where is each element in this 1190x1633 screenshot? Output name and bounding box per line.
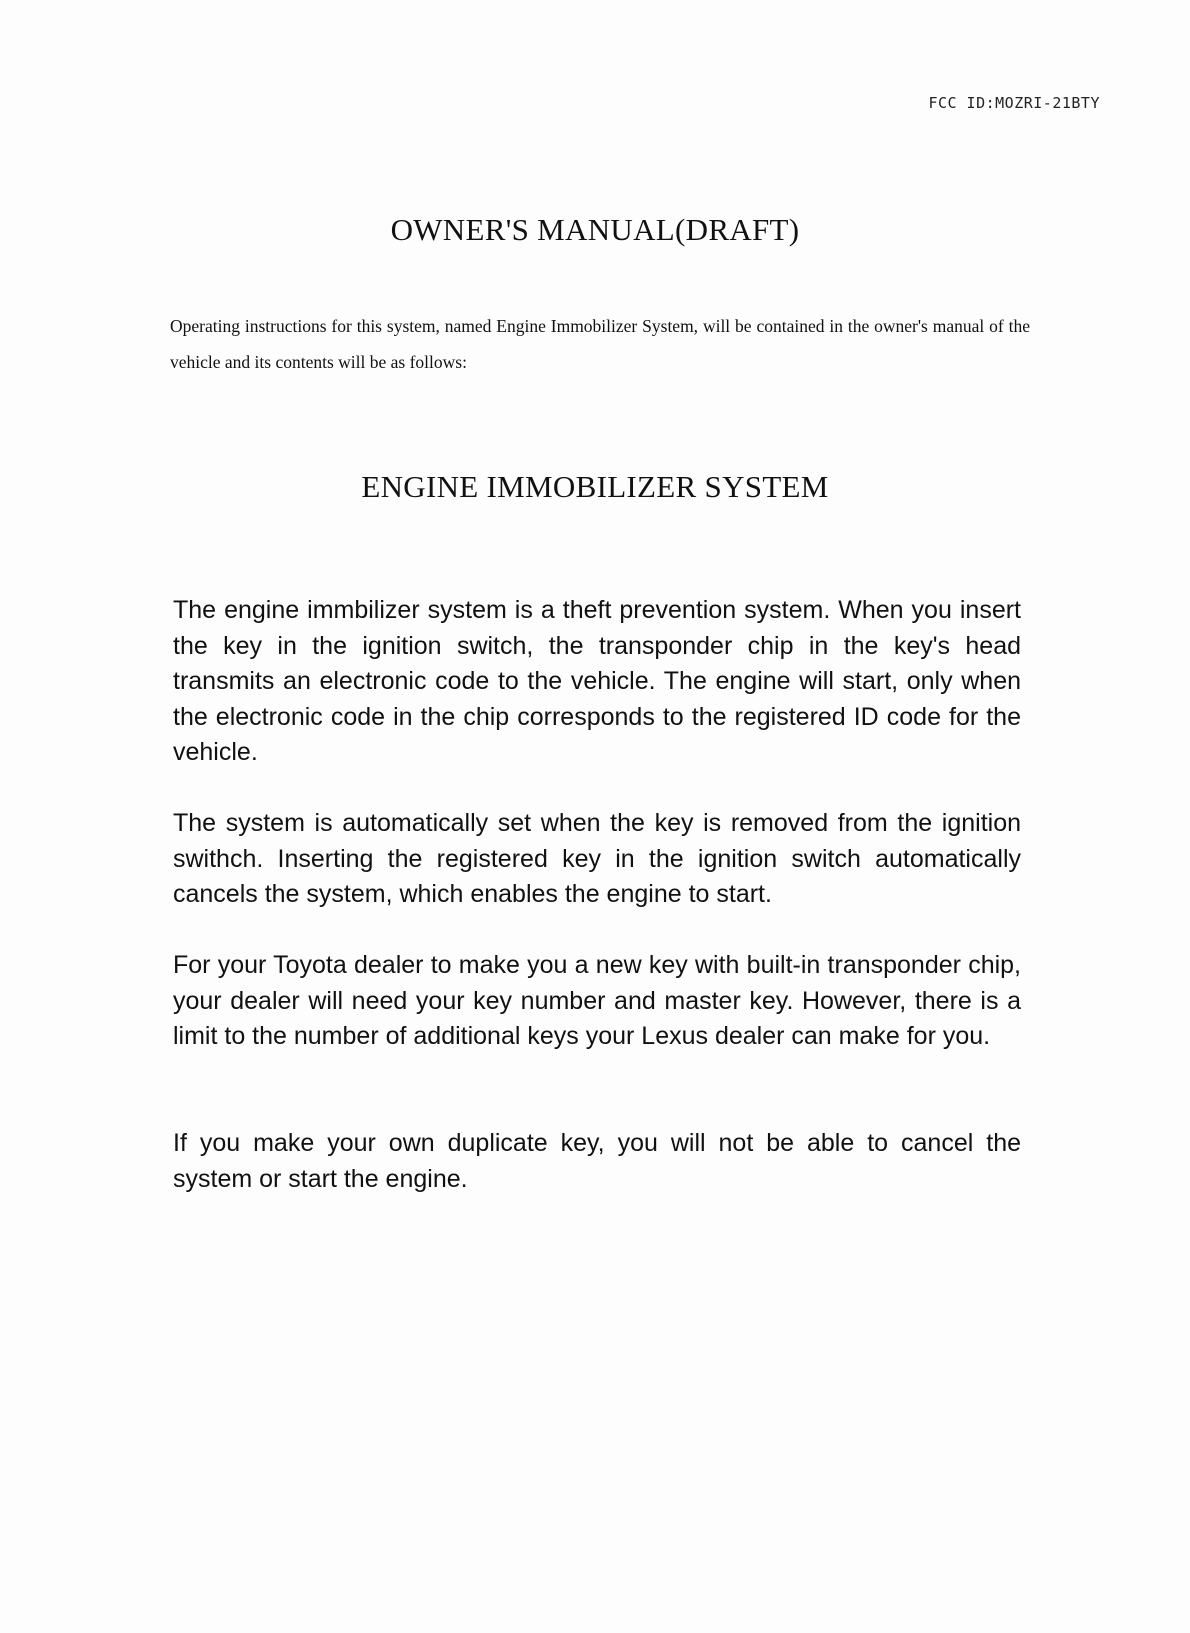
paragraph-automatic-setting: The system is automatically set when the key is removed from the ignition swithch. Inserting the registered key in the ignition switch automatically cancels the system, which enables the engine to start. [173,809,1021,908]
paragraph-duplicate-key: If you make your own duplicate key, you will not be able to cancel the system or start the engine. [173,1129,1021,1193]
paragraph-new-key: For your Toyota dealer to make you a new key with built-in transponder chip, your dealer will need your key number and master key. However, there is a limit to the number of additional keys your Lexus dealer can make for you. [173,951,1021,1050]
fcc-id-label: FCC ID:MOZRI-21BTY [928,94,1100,112]
section-title: ENGINE IMMOBILIZER SYSTEM [361,469,829,504]
paragraph-system-overview: The engine immbilizer system is a theft prevention system. When you insert the key in the ignition switch, the transponder chip in the key's head transmits an electronic code to the vehicle. The engine will start, only when the electronic code in the chip corresponds to the registered ID code for the vehicle. [173,596,1021,766]
intro-text: Operating instructions for this system, named Engine Immobilizer System, will be contained in the owner's manual of the vehicle and its contents will be as follows: [170,316,1030,372]
manual-title: OWNER'S MANUAL(DRAFT) [390,212,800,247]
